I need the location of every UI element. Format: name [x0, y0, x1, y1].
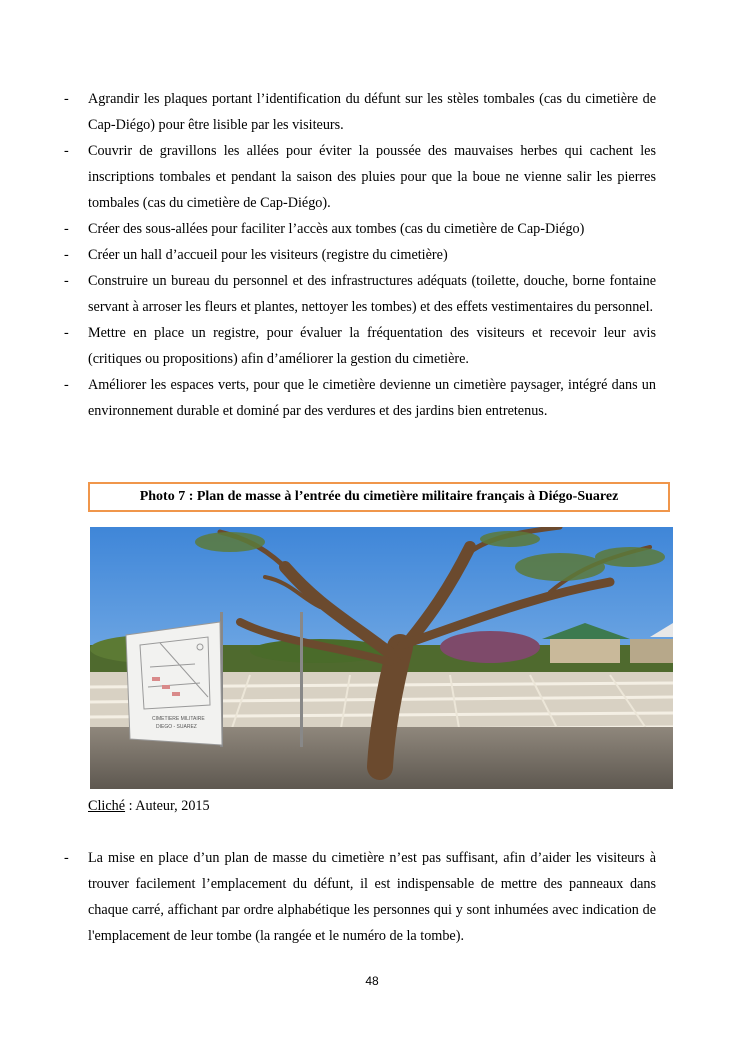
bullet-dash: -	[64, 850, 69, 866]
bullet-dash: -	[64, 221, 69, 237]
list-item-text: Couvrir de gravillons les allées pour éviter la poussée des mauvaises herbes qui cachent les inscriptions tombales et pendant la saison des pluies pour que la boue ne vienne salir les pierres tombales (cas du cimetière de Cap-Diégo).	[88, 143, 656, 211]
list-item-text: Mettre en place un registre, pour évaluer la fréquentation des visiteurs et recevoir leur avis (critiques ou propositions) afin d’améliorer la gestion du cimetière.	[88, 325, 656, 367]
list-item	[64, 372, 656, 424]
list-item	[64, 242, 656, 268]
list-item	[64, 320, 656, 372]
list-item-text: Construire un bureau du personnel et des infrastructures adéquats (toilette, douche, borne fontaine servant à arroser les fleurs et plantes, nettoyer les tombes) et des effets vestimentaires du personnel.	[88, 273, 656, 315]
list-item-text: Créer un hall d’accueil pour les visiteurs (registre du cimetière)	[88, 247, 448, 263]
list-item-text: La mise en place d’un plan de masse du cimetière n’est pas suffisant, afin d’aider les visiteurs à trouver facilement l’emplacement du défunt, il est indispensable de mettre des panneaux dans chaque carré, affichant par ordre alphabétique les personnes qui y sont inhumées avec indication de l'emplacement de leur tombe (la rangée et le numéro de la tombe).	[88, 850, 656, 944]
list-item	[64, 845, 656, 949]
bullet-dash: -	[64, 325, 69, 341]
credit-label: Cliché	[88, 798, 126, 814]
list-item	[64, 138, 656, 216]
bullet-dash: -	[64, 91, 69, 107]
page-number: 48	[365, 974, 379, 988]
recommendation-list	[64, 86, 656, 424]
sign-text-line: CIMETIERE MILITAIRE	[152, 716, 205, 722]
bullet-dash: -	[64, 273, 69, 289]
list-item	[64, 86, 656, 138]
photo-caption: Photo 7 : Plan de masse à l’entrée du cimetière militaire français à Diégo-Suarez	[88, 482, 670, 512]
bullet-dash: -	[64, 377, 69, 393]
list-item-text: Améliorer les espaces verts, pour que le cimetière devienne un cimetière paysager, intégré dans un environnement durable et dominé par des verdures et des jardins bien entretenus.	[88, 377, 656, 419]
photo-credit	[88, 796, 210, 816]
list-item-text: Agrandir les plaques portant l’identification du défunt sur les stèles tombales (cas du cimetière de Cap-Diégo) pour être lisible par les visiteurs.	[88, 91, 656, 133]
recommendation-list-continued	[64, 845, 656, 949]
sign-text-line: DIEGO - SUAREZ	[156, 724, 197, 730]
bullet-dash: -	[64, 143, 69, 159]
list-item	[64, 216, 656, 242]
cemetery-photo	[90, 527, 673, 789]
credit-text: : Auteur, 2015	[125, 798, 210, 814]
bullet-dash: -	[64, 247, 69, 263]
list-item	[64, 268, 656, 320]
list-item-text: Créer des sous-allées pour faciliter l’accès aux tombes (cas du cimetière de Cap-Diégo)	[88, 221, 585, 237]
